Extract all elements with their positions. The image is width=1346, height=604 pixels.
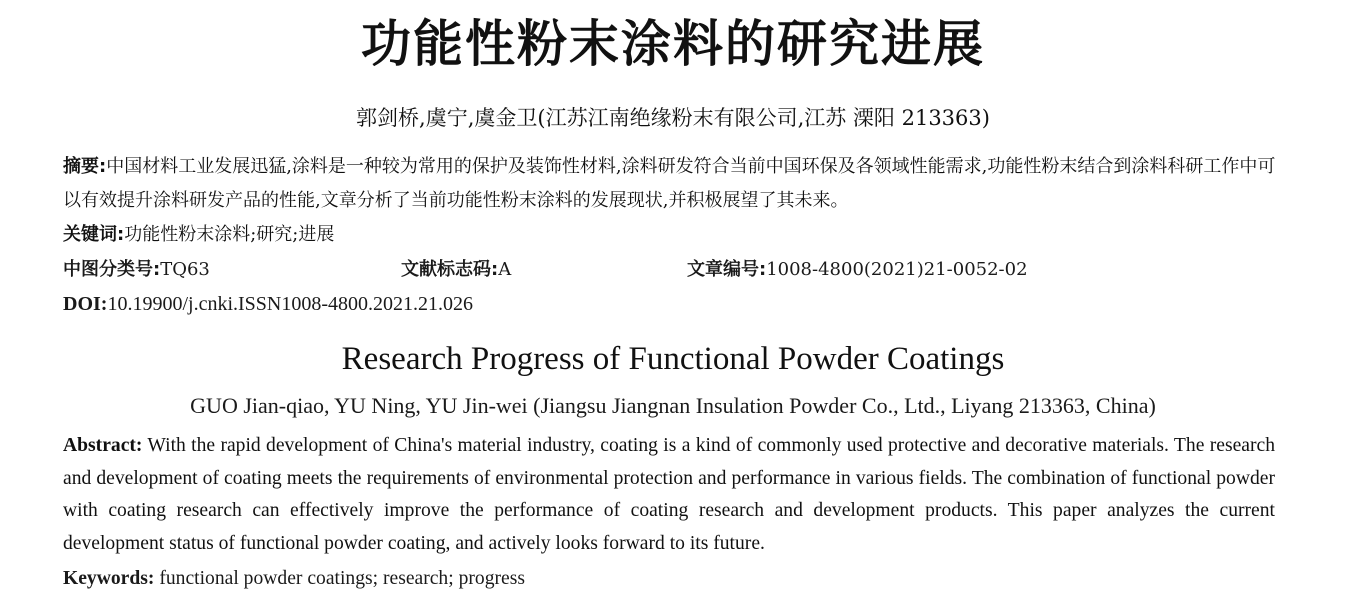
english-keywords <box>63 564 525 594</box>
clc-number <box>63 254 210 286</box>
document-code <box>401 254 511 286</box>
article-number <box>687 254 1028 286</box>
chinese-title: 功能性粉末涂料的研究进展 <box>361 15 985 73</box>
english-keywords-label: Keywords: <box>63 568 155 589</box>
chinese-keywords-text: 功能性粉末涂料;研究;进展 <box>124 224 335 245</box>
doi-label: DOI: <box>63 293 108 315</box>
chinese-abstract <box>63 150 1283 218</box>
chinese-abstract-label: 摘要: <box>63 156 107 177</box>
chinese-keywords <box>63 219 1283 251</box>
chinese-keywords-label: 关键词: <box>63 224 125 245</box>
doi-line <box>63 288 473 320</box>
english-authors: GUO Jian-qiao, YU Ning, YU Jin-wei (Jiangsu Jiangnan Insulation Powder Co., Ltd., Liyang 213363, China) <box>190 393 1156 418</box>
document-code-label: 文献标志码: <box>401 259 499 280</box>
clc-value: TQ63 <box>160 259 210 280</box>
english-keywords-text: functional powder coatings; research; progress <box>154 568 525 589</box>
chinese-authors: 郭剑桥,虞宁,虞金卫(江苏江南绝缘粉末有限公司,江苏 溧阳 213363) <box>356 106 990 130</box>
english-title: Research Progress of Functional Powder Coatings <box>341 341 1005 377</box>
document-code-value: A <box>498 259 512 280</box>
classification-row <box>63 254 1283 286</box>
chinese-abstract-text: 中国材料工业发展迅猛,涂料是一种较为常用的保护及装饰性材料,涂料研发符合当前中国环保及各领域性能需求,功能性粉末结合到涂料科研工作中可以有效提升涂料研发产品的性能,文章分析了当前功能性粉末涂料的发展现状,并积极展望了其未来。 <box>63 156 1276 211</box>
english-abstract-label: Abstract: <box>63 435 143 456</box>
doi-value: 10.19900/j.cnki.ISSN1008-4800.2021.21.026 <box>107 293 474 315</box>
english-abstract-text: With the rapid development of China's material industry, coating is a kind of commonly used protective and decorative materials. The research and development of coating meets the requirements of environmental protection and performance in various fields. The combination of functional powder with coating research can effectively improve the performance of coating research and development products. This paper analyzes the current development status of functional powder coating, and actively looks forward to its future. <box>63 435 1275 554</box>
article-number-label: 文章编号: <box>687 259 767 280</box>
article-number-value: 1008-4800(2021)21-0052-02 <box>766 259 1028 280</box>
english-abstract <box>63 430 1275 560</box>
clc-label: 中图分类号: <box>63 259 161 280</box>
